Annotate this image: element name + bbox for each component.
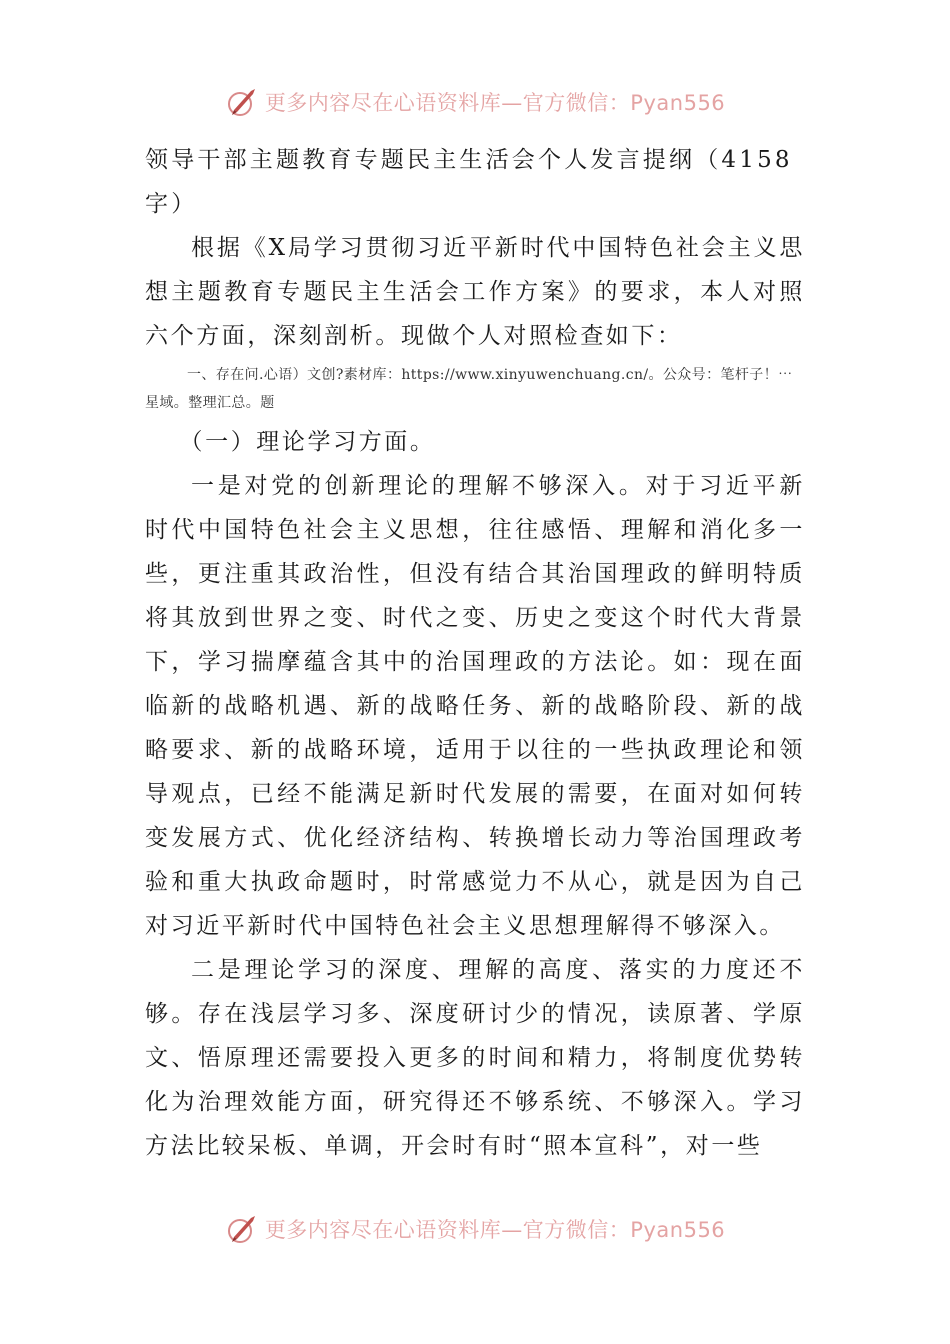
footer-banner — [0, 1207, 950, 1251]
banner-text: 更多内容尽在心语资料库—官方微信：Pyan556 — [264, 91, 726, 115]
paragraph-1: 一是对党的创新理论的理解不够深入。对于习近平新时代中国特色社会主义思想，往往感悟、理解和消化多一些，更注重其政治性，但没有结合其治国理政的鲜明特质将其放到世界之变、时代之变、历史之变这个时代大背景下，学习揣摩蕴含其中的治国理政的方法论。如：现在面临新的战略机遇、新的战略任务、新的战略阶段、新的战略要求、新的战略环境，适用于以往的一些执政理论和领导观点，已经不能满足新时代发展的需要，在面对如何转变发展方式、优化经济结构、转换增长动力等治国理政考验和重大执政命题时，时常感觉力不从心，就是因为自己对习近平新时代中国特色社会主义思想理解得不够深入。 — [145, 473, 805, 939]
banner-text: 更多内容尽在心语资料库—官方微信：Pyan556 — [264, 1218, 726, 1242]
section-heading-theory: （一）理论学习方面。 — [179, 429, 436, 455]
quill-pen-circle-icon — [225, 1212, 259, 1246]
document-body — [145, 138, 805, 1168]
quill-pen-circle-icon — [225, 85, 259, 119]
source-note: 一、存在问.心语）文创?素材库：https://www.xinyuwenchuang.cn/。公众号：笔杆子！⋯星域。整理汇总。题 — [145, 367, 793, 411]
paragraph-2: 二是理论学习的深度、理解的高度、落实的力度还不够。存在浅层学习多、深度研讨少的情况，读原著、学原文、悟原理还需要投入更多的时间和精力，将制度优势转化为治理效能方面，研究得还不够系统、不够深入。学习方法比较呆板、单调，开会时有时“照本宣科”，对一些 — [145, 957, 805, 1159]
intro-paragraph: 根据《X局学习贯彻习近平新时代中国特色社会主义思想主题教育专题民主生活会工作方案》的要求，本人对照六个方面，深刻剖析。现做个人对照检查如下： — [145, 235, 805, 349]
header-banner — [0, 80, 950, 124]
document-title: 领导干部主题教育专题民主生活会个人发言提纲（4158字） — [145, 147, 793, 217]
